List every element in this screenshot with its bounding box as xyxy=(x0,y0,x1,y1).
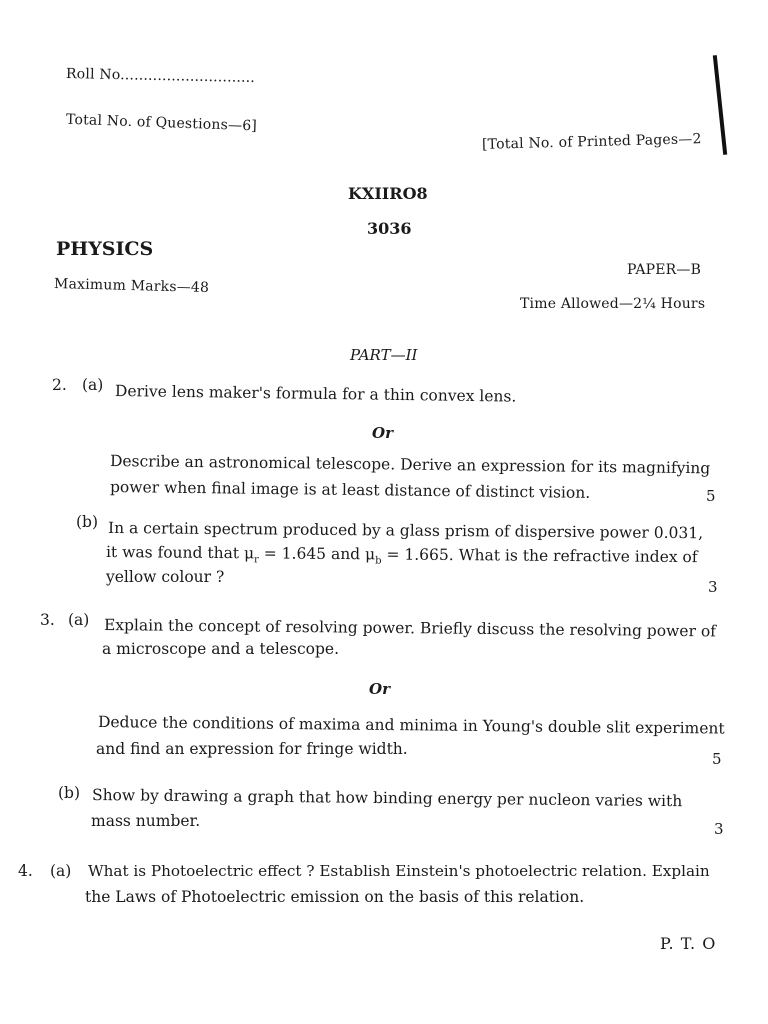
question-2b-line1: In a certain spectrum produced by a glass prism of dispersive power 0.031, xyxy=(107,519,704,543)
question-3a-marks: 5 xyxy=(712,750,722,768)
question-3a-line1: Explain the concept of resolving power. Briefly discuss the resolving power of xyxy=(103,616,717,641)
mu-r-subscript: r xyxy=(253,554,259,566)
paper-label: PAPER—B xyxy=(627,262,702,278)
question-3a-line2: a microscope and a telescope. xyxy=(102,640,339,658)
question-3a-alt-line1: Deduce the conditions of maxima and minima in Young's double slit experiment xyxy=(97,713,725,738)
question-3b-marks: 3 xyxy=(714,820,724,838)
subject-title: PHYSICS xyxy=(56,238,154,260)
pen-stroke-mark xyxy=(713,55,727,155)
question-2b-marks: 3 xyxy=(708,578,718,596)
question-3b-label: (b) xyxy=(58,784,81,802)
please-turn-over: P. T. O xyxy=(660,934,717,953)
or-divider-2: Or xyxy=(369,680,390,698)
question-2a-marks: 5 xyxy=(706,487,716,505)
total-questions: Total No. of Questions—6] xyxy=(65,111,258,135)
question-2b-label: (b) xyxy=(76,513,99,531)
mu-b-subscript: b xyxy=(375,555,382,567)
total-printed-pages: [Total No. of Printed Pages—2 xyxy=(481,131,702,153)
question-4a-label: (a) xyxy=(50,862,72,880)
question-2-number: 2. xyxy=(52,376,67,394)
question-2b-line2-pre: it was found that μ xyxy=(105,543,255,563)
or-divider: Or xyxy=(372,424,393,442)
question-3b-line1: Show by drawing a graph that how binding energy per nucleon varies with xyxy=(91,786,683,811)
question-3a-label: (a) xyxy=(68,611,90,629)
question-4a-line1: What is Photoelectric effect ? Establish Einstein's photoelectric relation. Explain xyxy=(88,862,710,880)
question-4-number: 4. xyxy=(18,862,33,880)
question-3-number: 3. xyxy=(40,611,55,629)
question-3b-line2: mass number. xyxy=(91,812,201,830)
question-2a-alt-line1: Describe an astronomical telescope. Derive an expression for its magnifying xyxy=(109,452,711,478)
maximum-marks: Maximum Marks—48 xyxy=(53,275,210,297)
question-2a-text: Derive lens maker's formula for a thin convex lens. xyxy=(114,382,517,406)
part-title: PART—II xyxy=(350,346,418,364)
question-2a-label: (a) xyxy=(82,376,104,394)
question-2b-line2 xyxy=(106,543,698,569)
roll-no-field: Roll No............................. xyxy=(65,66,256,86)
paper-code: KXIIRO8 xyxy=(348,184,428,203)
question-4a-line2: the Laws of Photoelectric emission on the basis of this relation. xyxy=(85,888,585,906)
paper-number: 3036 xyxy=(367,219,412,238)
question-2b-line3: yellow colour ? xyxy=(106,568,225,586)
time-allowed: Time Allowed—2¼ Hours xyxy=(520,296,706,312)
question-2a-alt-line2: power when final image is at least distance of distinct vision. xyxy=(109,478,591,502)
question-2b-line2-post: = 1.665. What is the refractive index of xyxy=(381,545,698,567)
question-3a-alt-line2: and find an expression for fringe width. xyxy=(96,740,408,758)
question-2b-line2-mid: = 1.645 and μ xyxy=(258,544,376,564)
